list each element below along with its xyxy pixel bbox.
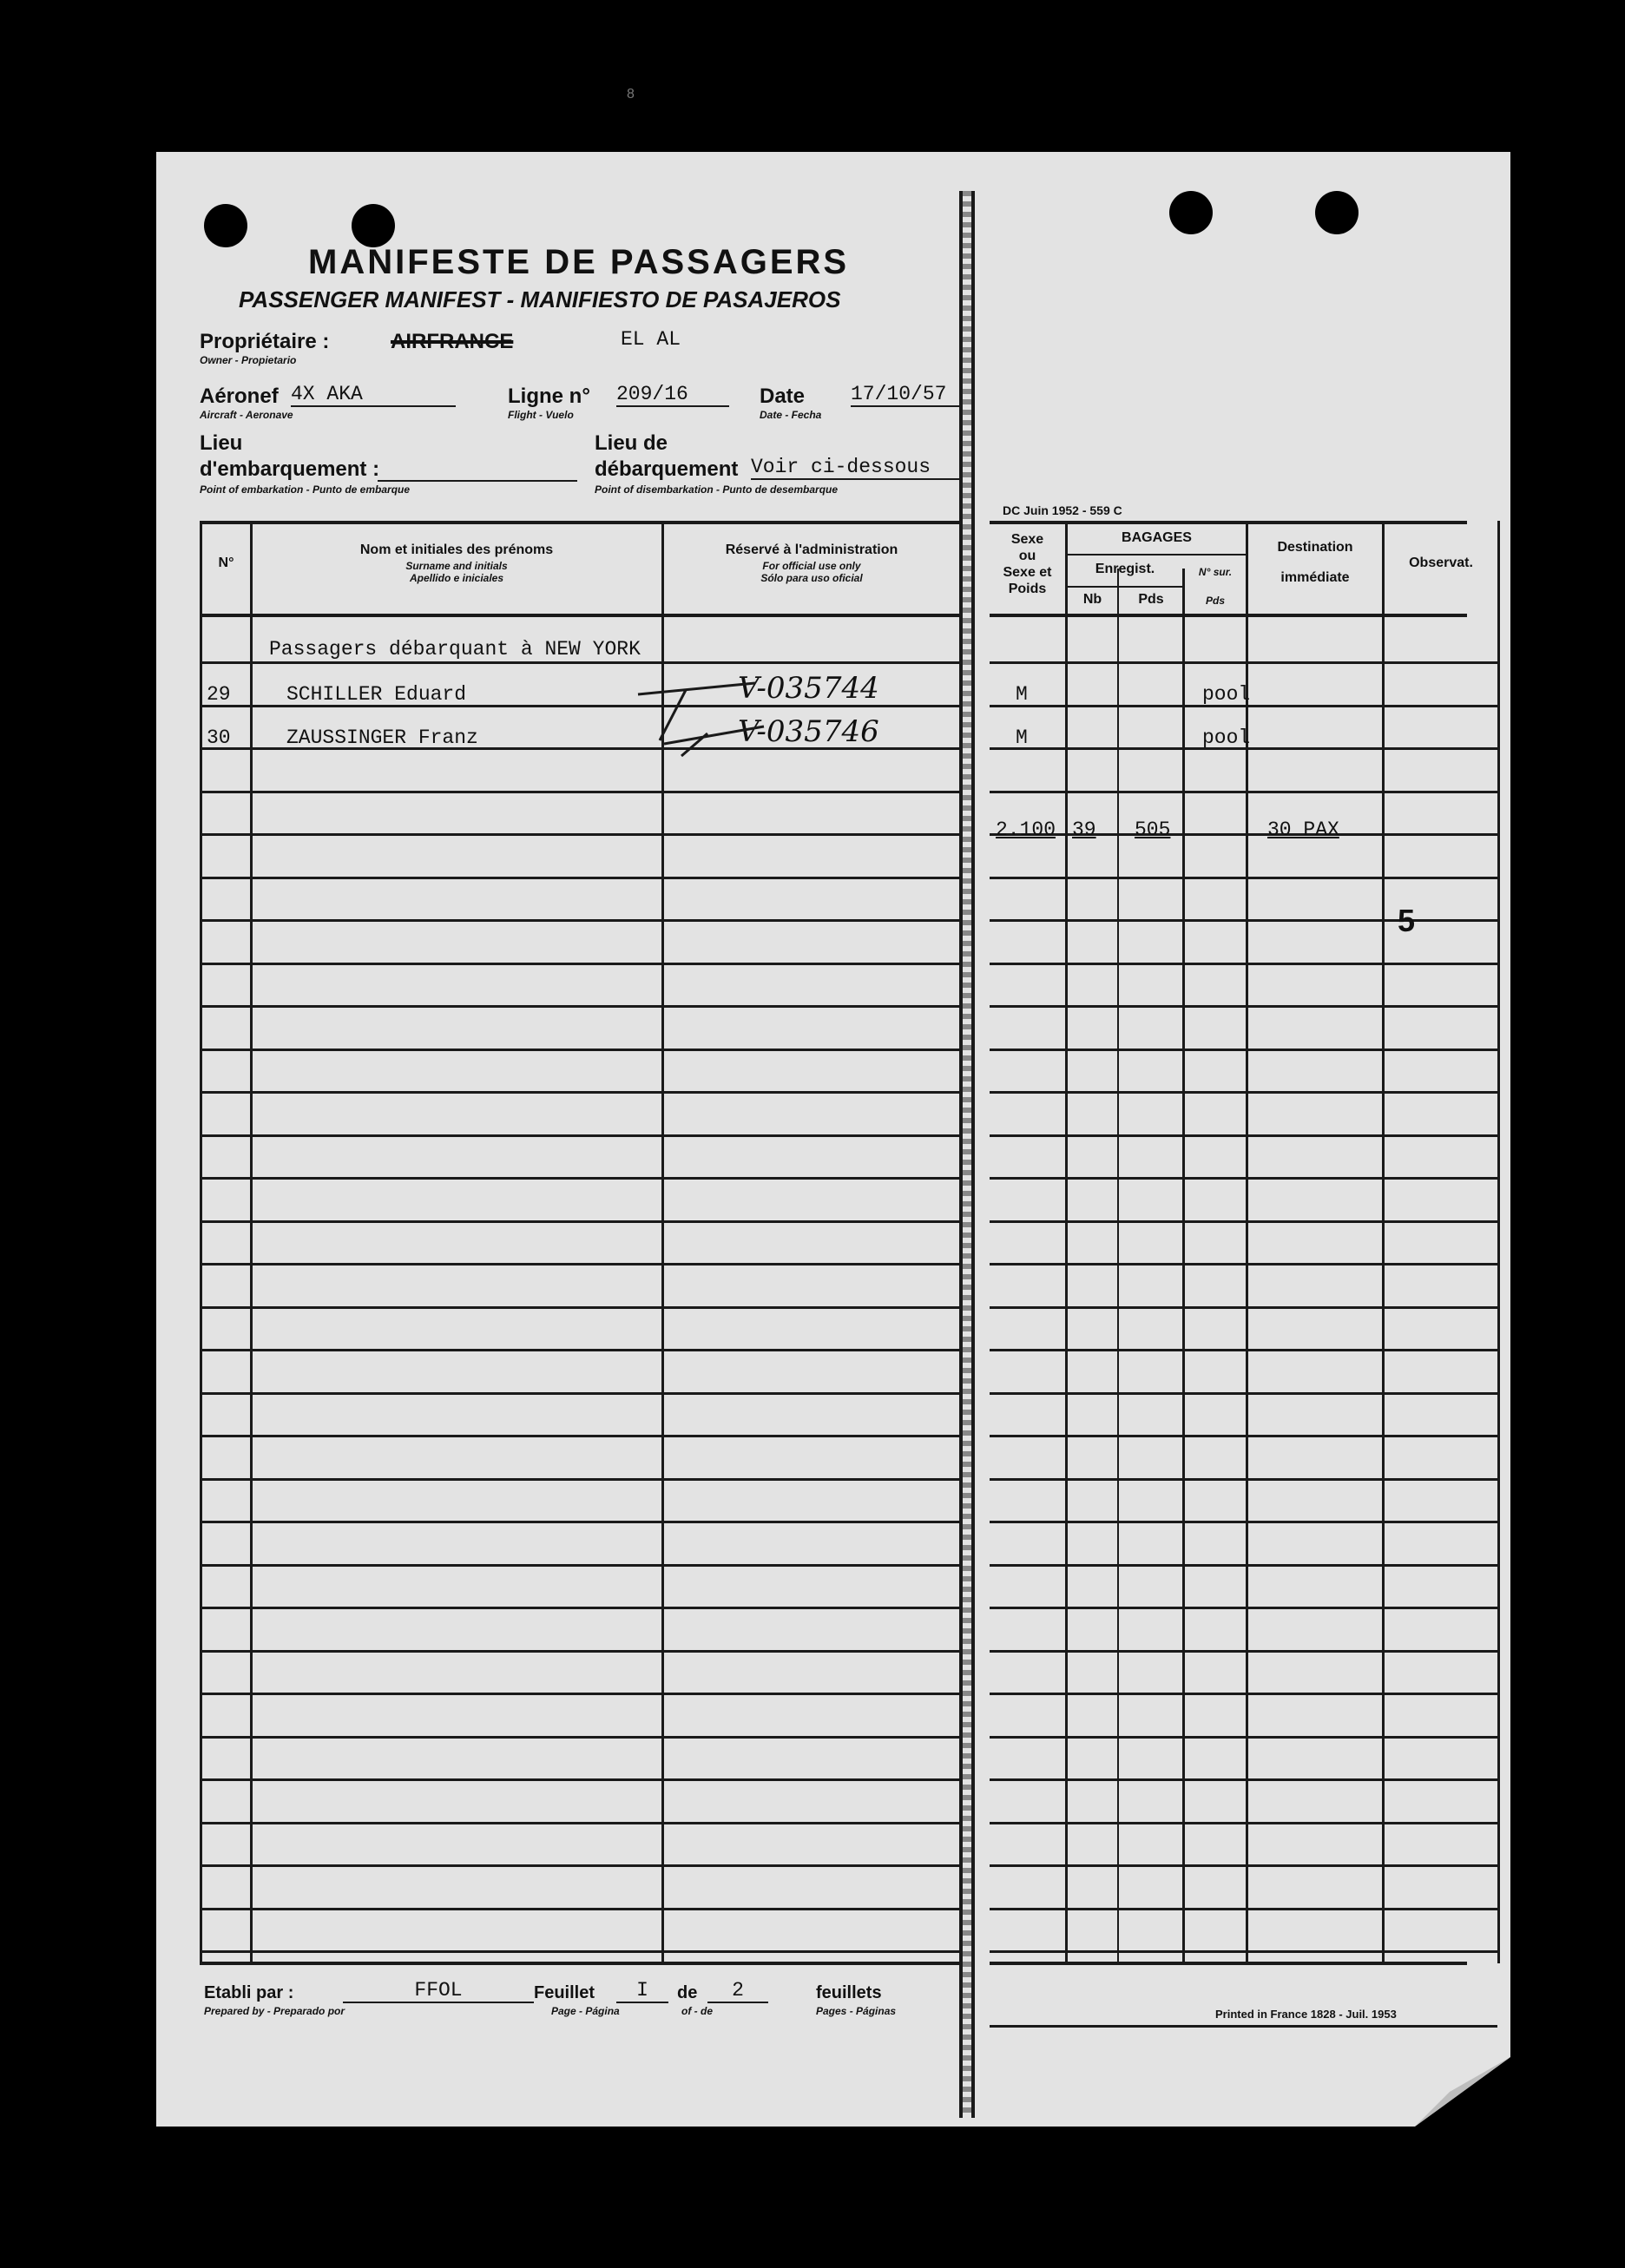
sheets-label: feuillets <box>816 1983 882 2002</box>
row-line <box>990 1306 1500 1309</box>
admin-check-marks <box>625 673 799 759</box>
disembarkation-sublabel: Point of disembarkation - Punto de desembarque <box>595 483 839 496</box>
col-destination-l2: immédiate <box>1280 570 1350 585</box>
page-value: I <box>616 1979 668 2003</box>
of-value: 2 <box>707 1979 768 2003</box>
row-line <box>990 1177 1500 1180</box>
col-observ-header: Observat. <box>1409 555 1473 570</box>
vline-after-nb <box>1117 569 1119 1963</box>
total-pax: 30 PAX <box>1267 818 1339 841</box>
footer-rule <box>990 2025 1497 2028</box>
col-admin-header: Réservé à l'administration <box>725 542 898 557</box>
row-line <box>990 791 1500 793</box>
row-line <box>200 1049 959 1051</box>
flight-label: Ligne n° <box>508 385 590 408</box>
row-line <box>990 1650 1500 1653</box>
row-line <box>200 1778 959 1781</box>
total-count: 39 <box>1072 818 1096 841</box>
passenger-30-admin: V-035746 <box>738 714 879 749</box>
passenger-29-name: SCHILLER Eduard <box>286 683 467 706</box>
page-sublabel: Page - Página <box>551 2005 620 2017</box>
row-line <box>200 791 959 793</box>
row-line <box>990 1736 1500 1739</box>
passenger-30-sex: M <box>1016 726 1028 749</box>
row-line <box>200 1908 959 1910</box>
row-line <box>200 1521 959 1523</box>
owner-value: EL AL <box>621 328 681 351</box>
punch-hole-left-2 <box>352 204 395 247</box>
row-line <box>990 1908 1500 1910</box>
row-line <box>990 1478 1500 1481</box>
row-line <box>200 1864 959 1867</box>
flight-sublabel: Flight - Vuelo <box>508 409 574 421</box>
owner-label: Propriétaire : <box>200 330 330 353</box>
row-line <box>990 963 1500 965</box>
table-header-bottom-left <box>200 614 959 617</box>
sheets-sublabel: Pages - Páginas <box>816 2005 897 2017</box>
disembarkation-label: débarquement <box>595 457 739 481</box>
row-line <box>200 1392 959 1395</box>
passenger-29-no: 29 <box>207 683 231 706</box>
table-header-bottom-right <box>990 614 1467 617</box>
passenger-30-pool: pool <box>1202 726 1251 749</box>
passenger-29-pool: pool <box>1202 683 1251 706</box>
prepared-by-value: FFOL <box>343 1979 534 2003</box>
vline-after-destination <box>1382 521 1385 1963</box>
row-line <box>990 1693 1500 1695</box>
total-pds: 505 <box>1135 818 1171 841</box>
col-name-header: Nom et initiales des prénoms <box>359 542 554 557</box>
row-line <box>200 1177 959 1180</box>
passenger-30-no: 30 <box>207 726 231 749</box>
perforation-strip <box>959 191 975 2118</box>
col-hand-no-header: N° sur. <box>1198 566 1233 578</box>
date-label: Date <box>760 385 806 408</box>
row-line <box>990 1822 1500 1824</box>
embarkation-value <box>378 456 577 482</box>
col-pds-header: Pds <box>1138 592 1164 607</box>
printed-note: Printed in France 1828 - Juil. 1953 <box>1215 2008 1397 2021</box>
aircraft-sublabel: Aircraft - Aeronave <box>200 409 293 421</box>
col-sex-l4: Poids <box>1008 582 1047 596</box>
row-line <box>990 1091 1500 1094</box>
row-line <box>200 1650 959 1653</box>
row-line <box>200 1950 959 1953</box>
row-line <box>990 877 1500 879</box>
vline-after-sex <box>1065 521 1068 1963</box>
row-line <box>200 877 959 879</box>
passenger-29-sex: M <box>1016 683 1028 706</box>
row-line <box>200 1220 959 1223</box>
date-value: 17/10/57 <box>851 383 959 407</box>
page-label: Feuillet <box>534 1983 595 2002</box>
row-line <box>200 1306 959 1309</box>
table-bottom-right <box>990 1962 1467 1965</box>
punch-hole-right-1 <box>1169 191 1213 234</box>
row-line <box>200 1736 959 1739</box>
row-line <box>990 1778 1500 1781</box>
manifest-sheet <box>156 152 1510 2127</box>
row-line <box>200 1005 959 1008</box>
passenger-30-name: ZAUSSINGER Franz <box>286 726 478 749</box>
row-line <box>990 1864 1500 1867</box>
row-line <box>200 1693 959 1695</box>
row-line <box>990 1220 1500 1223</box>
date-sublabel: Date - Fecha <box>760 409 822 421</box>
row-line <box>990 1521 1500 1523</box>
col-admin-header-en: For official use only <box>762 560 861 572</box>
row-line <box>200 1134 959 1137</box>
punch-hole-right-2 <box>1315 191 1359 234</box>
manifest-subtitle: PASSENGER MANIFEST - MANIFIESTO DE PASAJEROS <box>239 286 841 312</box>
owner-sublabel: Owner - Propietario <box>200 354 297 366</box>
disembarkation-value: Voir ci-dessous <box>751 456 959 480</box>
table-top-left <box>200 521 959 524</box>
passenger-29-admin: V-035744 <box>738 671 879 706</box>
row-line <box>200 1822 959 1824</box>
prepared-by-sublabel: Prepared by - Preparado por <box>204 2005 345 2017</box>
row-line <box>990 1134 1500 1137</box>
row-line <box>200 1091 959 1094</box>
row-line <box>990 1049 1500 1051</box>
row-line <box>990 1435 1500 1437</box>
col-name-header-es: Apellido e iniciales <box>409 572 504 584</box>
vline-after-pds <box>1182 569 1185 1963</box>
col-sex-l2: ou <box>1018 549 1036 563</box>
col-baggage-header: BAGAGES <box>1122 530 1192 545</box>
col-admin-header-es: Sólo para uso oficial <box>760 572 863 584</box>
row-line <box>200 1478 959 1481</box>
row-line <box>990 661 1500 664</box>
punch-hole-left-1 <box>204 204 247 247</box>
embarkation-sublabel: Point of embarkation - Punto de embarque <box>200 483 411 496</box>
col-sex-l1: Sexe <box>1010 532 1044 547</box>
row-line <box>200 963 959 965</box>
folded-corner <box>1415 2057 1510 2127</box>
row-line <box>200 1435 959 1437</box>
row-line <box>990 919 1500 922</box>
col-hand-pds-header: Pds <box>1205 595 1225 607</box>
form-code: DC Juin 1952 - 559 C <box>1003 503 1122 517</box>
manifest-title: MANIFESTE DE PASSAGERS <box>308 243 850 281</box>
row-line <box>990 1607 1500 1609</box>
disembarkation-label-top: Lieu de <box>595 431 668 455</box>
page-mark: 8 <box>627 87 635 102</box>
aircraft-label: Aéronef <box>200 385 279 408</box>
section-heading: Passagers débarquant à NEW YORK <box>269 638 641 661</box>
col-registered-header: Enregist. <box>1095 562 1155 576</box>
row-line <box>990 833 1500 836</box>
prepared-by-label: Etabli par : <box>204 1983 294 2002</box>
registered-divider <box>1065 586 1182 588</box>
margin-note: 5 <box>1398 903 1416 938</box>
row-line <box>200 1349 959 1351</box>
row-line <box>200 1263 959 1265</box>
col-no-header: N° <box>218 555 234 570</box>
row-line <box>990 1564 1500 1567</box>
row-line <box>990 1349 1500 1351</box>
total-weight: 2.100 <box>996 818 1056 841</box>
vline-left-border <box>200 521 202 1963</box>
table-bottom-left <box>200 1962 959 1965</box>
vline-right-border <box>1497 521 1500 1963</box>
row-line <box>200 1564 959 1567</box>
row-line <box>200 1607 959 1609</box>
col-nb-header: Nb <box>1082 592 1102 607</box>
col-name-header-en: Surname and initials <box>405 560 508 572</box>
flight-value: 209/16 <box>616 383 729 407</box>
aircraft-value: 4X AKA <box>291 383 456 407</box>
of-sublabel: of - de <box>681 2005 713 2017</box>
owner-struck-value: AIRFRANCE <box>391 330 514 353</box>
of-label: de <box>677 1983 698 2002</box>
baggage-divider <box>1065 554 1246 555</box>
row-line <box>990 1950 1500 1953</box>
row-line <box>200 833 959 836</box>
table-top-right <box>990 521 1467 524</box>
col-destination-l1: Destination <box>1277 540 1353 555</box>
row-line <box>990 1263 1500 1265</box>
vline-after-no <box>250 521 253 1963</box>
row-line <box>200 919 959 922</box>
row-line <box>990 1392 1500 1395</box>
embarkation-label: d'embarquement : <box>200 457 380 481</box>
row-line <box>200 661 959 664</box>
embarkation-label-top: Lieu <box>200 431 243 455</box>
row-line <box>990 1005 1500 1008</box>
col-sex-l3: Sexe et <box>1003 565 1052 580</box>
